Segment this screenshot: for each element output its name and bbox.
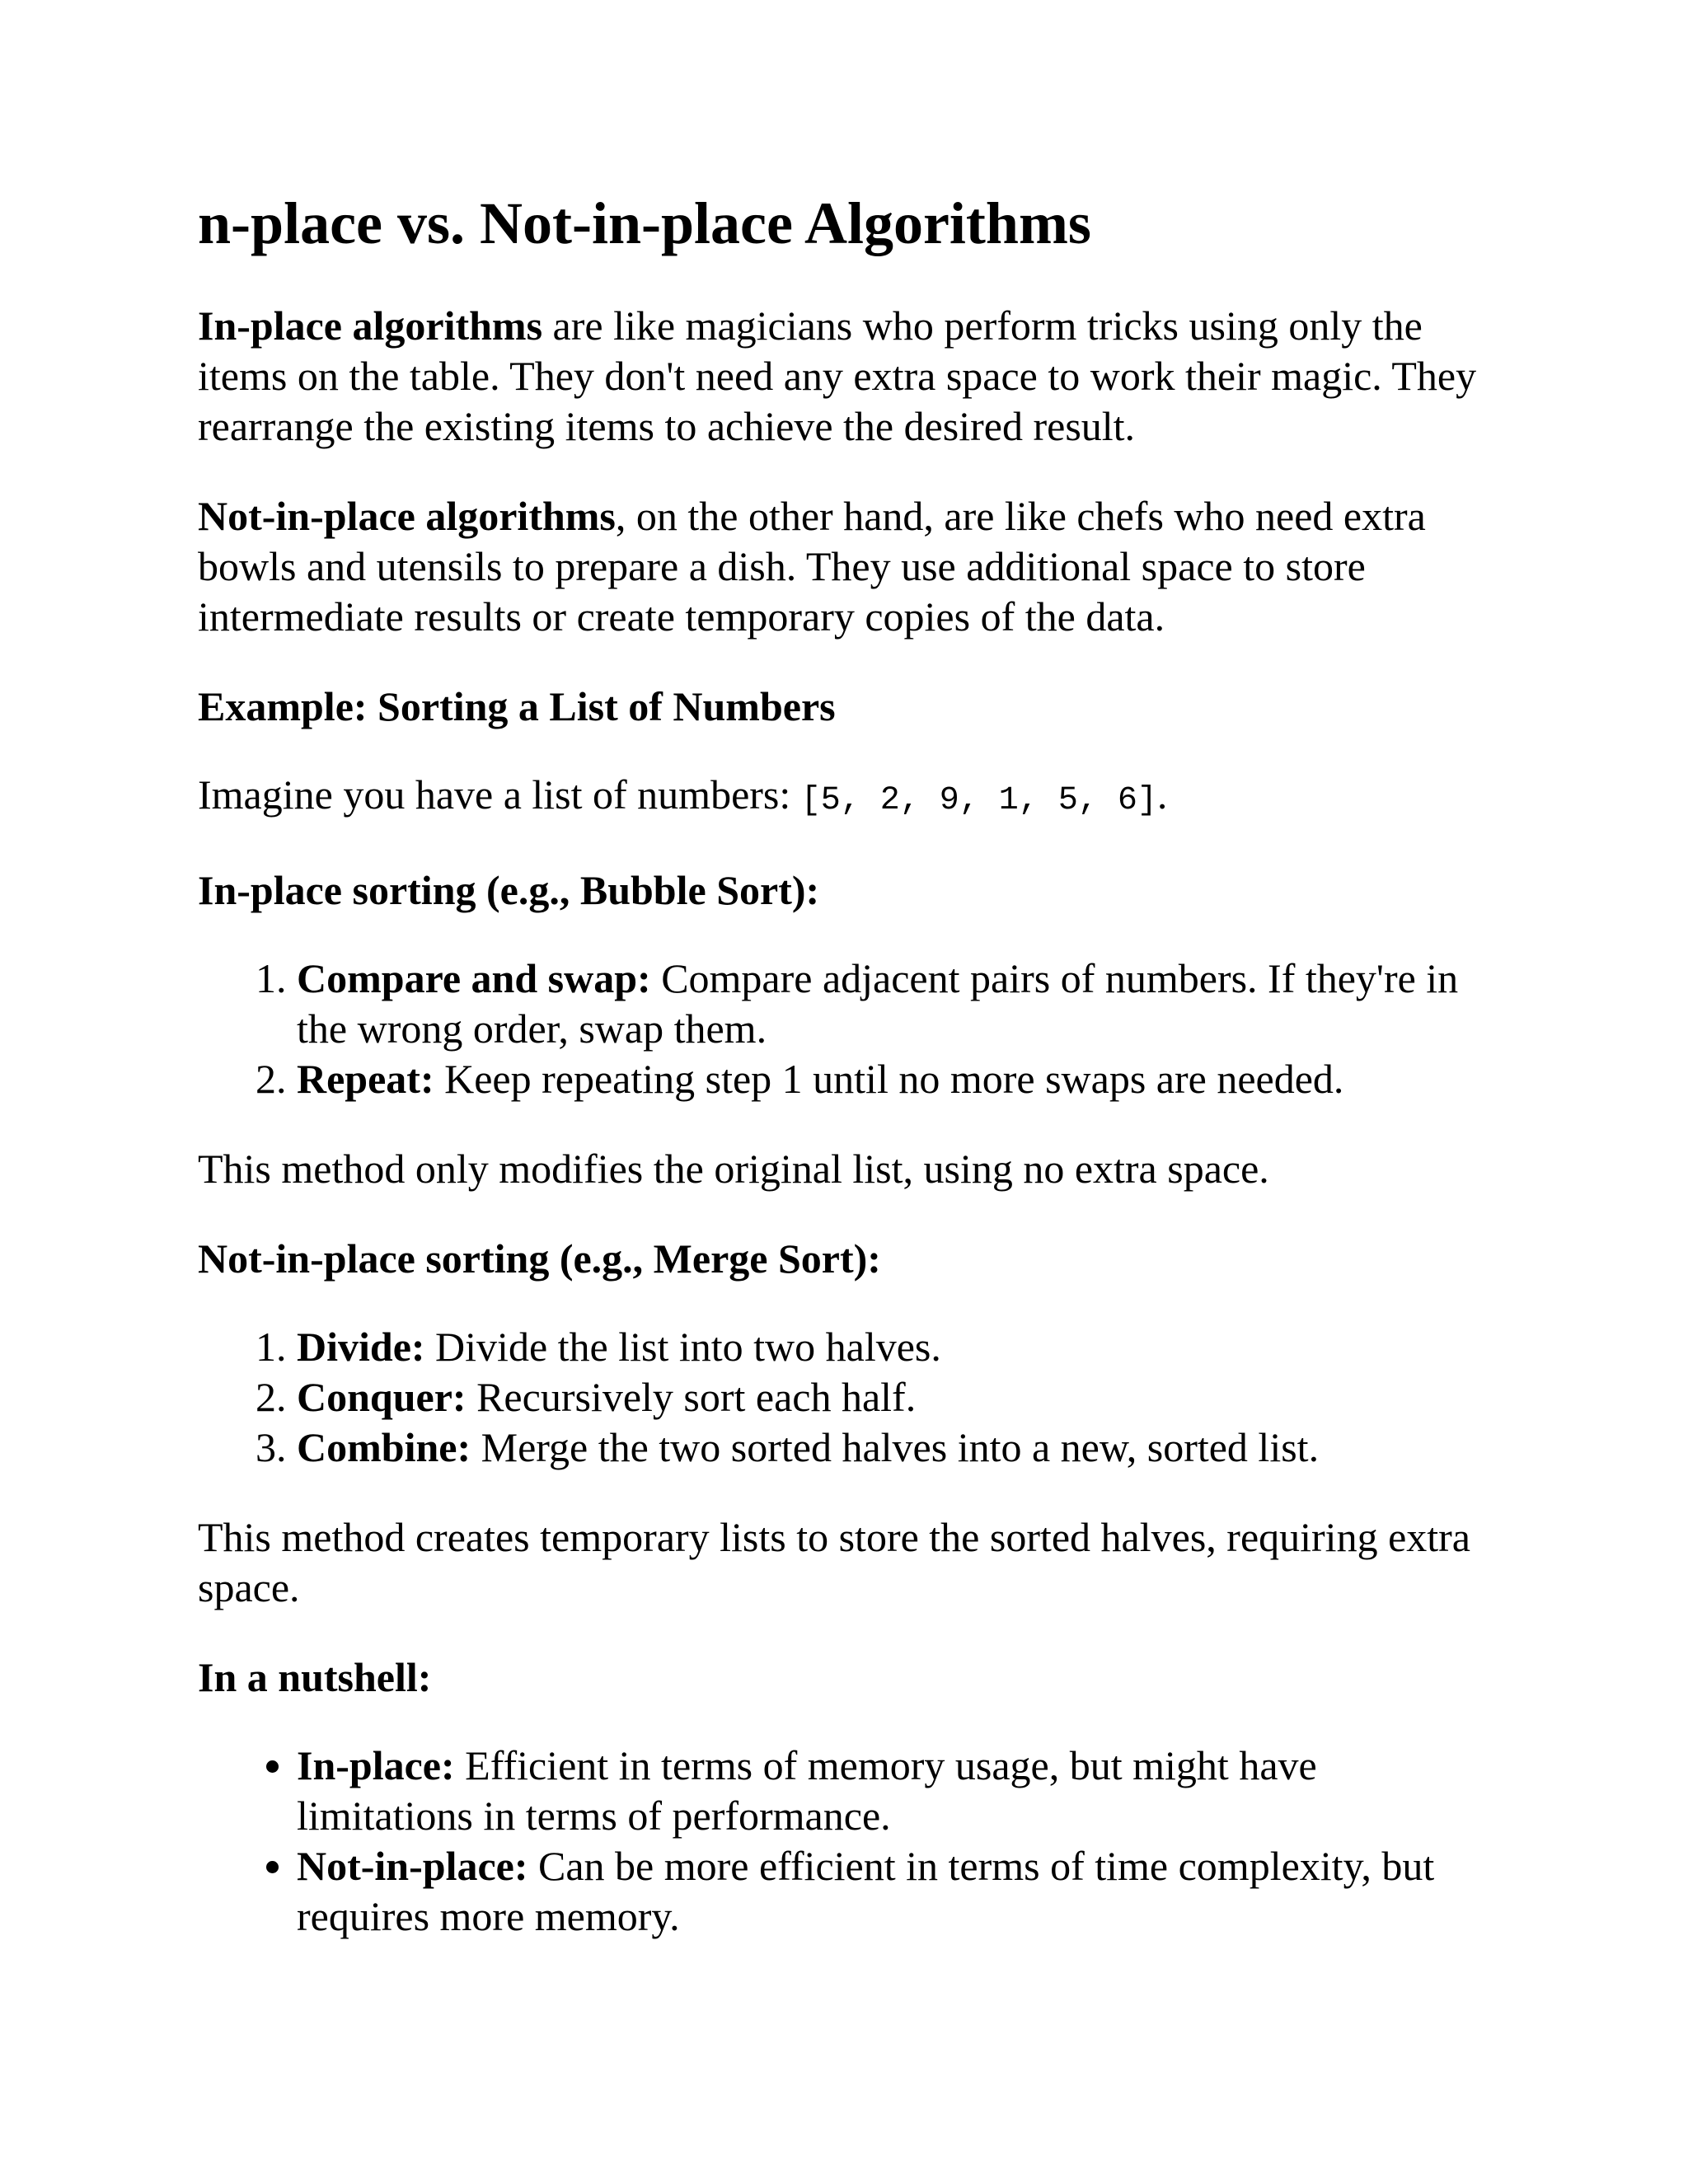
- example-paragraph: [198, 770, 1484, 826]
- list-item: [297, 1054, 1484, 1104]
- list-item: [297, 954, 1484, 1054]
- document-page: [198, 190, 1484, 1981]
- summary-text: Can be more efficient in terms of time complexity, but requires more memory.: [297, 1842, 1435, 1939]
- list-item: [297, 1841, 1484, 1942]
- example-heading: Example: Sorting a List of Numbers: [198, 682, 836, 729]
- intro-notinplace-term: Not-in-place algorithms: [198, 492, 616, 539]
- step-text: Divide the list into two halves.: [424, 1323, 941, 1370]
- notinplace-heading: Not-in-place sorting (e.g., Merge Sort):: [198, 1235, 881, 1282]
- summary-term: In-place:: [297, 1741, 455, 1788]
- notinplace-note: This method creates temporary lists to store the sorted halves, requiring extra space.: [198, 1513, 1470, 1610]
- step-term: Repeat:: [297, 1055, 434, 1102]
- step-term: Compare and swap:: [297, 954, 651, 1001]
- notinplace-steps-list: [198, 1322, 1484, 1473]
- step-text: Recursively sort each half.: [466, 1373, 917, 1420]
- summary-text: Efficient in terms of memory usage, but might have limitations in terms of performance.: [297, 1741, 1317, 1839]
- step-term: Divide:: [297, 1323, 425, 1370]
- step-text: Keep repeating step 1 until no more swaps are needed.: [434, 1055, 1344, 1102]
- intro-notinplace-paragraph: [198, 491, 1484, 642]
- inplace-steps-list: [198, 954, 1484, 1104]
- intro-notinplace-text: , on the other hand, are like chefs who need extra bowls and utensils to prepare a dish. They use additional space to store intermediate results or create temporary copies of the data.: [198, 492, 1426, 640]
- summary-list: [198, 1741, 1484, 1942]
- example-end: .: [1156, 771, 1168, 818]
- list-item: [297, 1322, 1484, 1372]
- inplace-note: This method only modifies the original list, using no extra space.: [198, 1145, 1269, 1192]
- list-item: [297, 1422, 1484, 1473]
- summary-heading: In a nutshell:: [198, 1653, 432, 1700]
- summary-term: Not-in-place:: [297, 1842, 528, 1889]
- example-list-code: [5, 2, 9, 1, 5, 6]: [800, 781, 1157, 819]
- step-term: Conquer:: [297, 1373, 467, 1420]
- intro-inplace-term: In-place algorithms: [198, 302, 543, 349]
- inplace-heading: In-place sorting (e.g., Bubble Sort):: [198, 866, 820, 913]
- step-text: Merge the two sorted halves into a new, sorted list.: [471, 1423, 1320, 1470]
- intro-inplace-text: are like magicians who perform tricks using only the items on the table. They don't need any extra space to work their magic. They rearrange the existing items to achieve the desired result.: [198, 302, 1477, 449]
- example-text: Imagine you have a list of numbers:: [198, 771, 801, 818]
- intro-inplace-paragraph: [198, 301, 1484, 452]
- page-title: n-place vs. Not-in-place Algorithms: [198, 190, 1091, 256]
- step-term: Combine:: [297, 1423, 471, 1470]
- step-text: Compare adjacent pairs of numbers. If they're in the wrong order, swap them.: [297, 954, 1459, 1052]
- list-item: [297, 1741, 1484, 1841]
- list-item: [297, 1372, 1484, 1422]
